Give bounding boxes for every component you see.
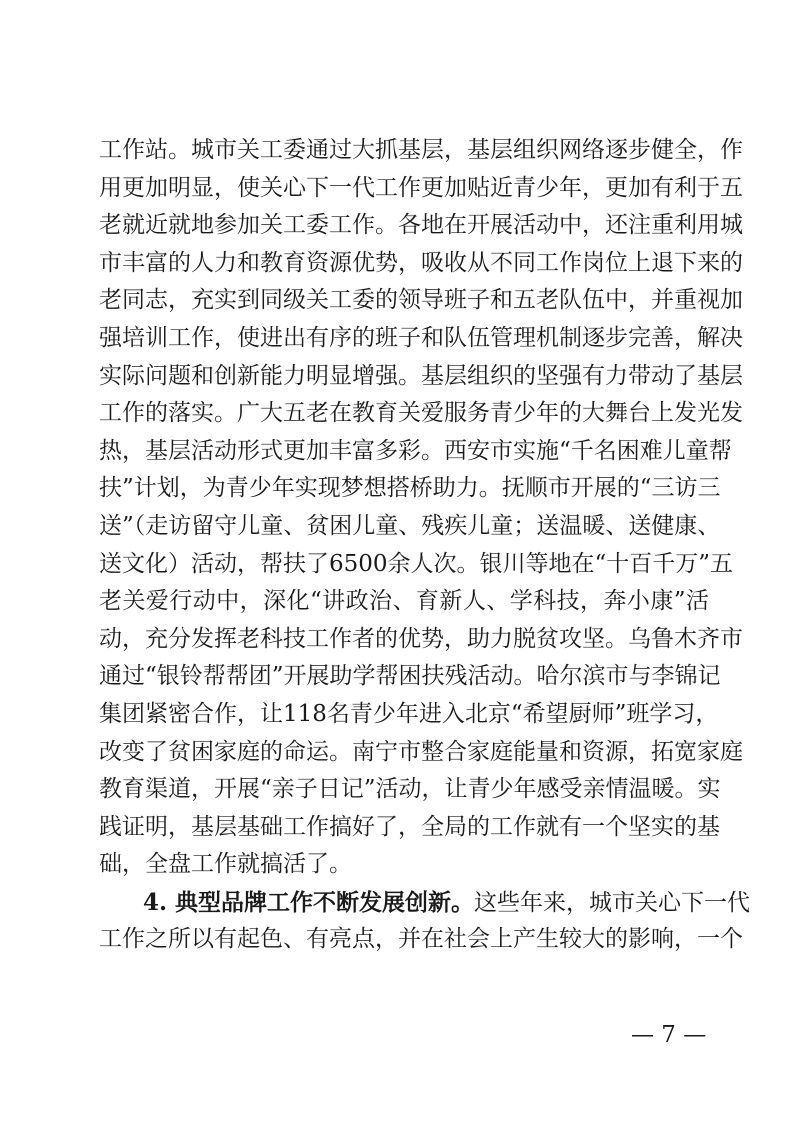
text-line: 扶”计划，为青少年实现梦想搭桥助力。抚顺市开展的“三访三 bbox=[99, 475, 721, 502]
text-line: 动，充分发挥老科技工作者的优势，助力脱贫攻坚。乌鲁木齐市 bbox=[99, 625, 743, 652]
text-line: 改变了贫困家庭的命运。南宁市整合家庭能量和资源，拓宽家庭 bbox=[99, 738, 743, 765]
text-line: 集团紧密合作，让118名青少年进入北京“希望厨师”班学习， bbox=[99, 700, 719, 727]
text-line: 送文化）活动，帮扶了6500余人次。银川等地在“十百千万”五 bbox=[99, 550, 734, 577]
text-line: 老关爱行动中，深化“讲政治、育新人、学科技，奔小康”活 bbox=[99, 588, 709, 615]
text-line: 热，基层活动形式更加丰富多彩。西安市实施“千名困难儿童帮 bbox=[99, 437, 732, 464]
text-line: 强培训工作，使进出有序的班子和队伍管理机制逐步完善，解决 bbox=[99, 324, 743, 351]
text-line: 老同志，充实到同级关工委的领导班子和五老队伍中，并重视加 bbox=[99, 287, 743, 314]
text-line: 教育渠道，开展“亲子日记”活动，让青少年感受亲情温暖。实 bbox=[99, 776, 721, 803]
body-text bbox=[99, 132, 751, 959]
text-line: 践证明，基层基础工作搞好了，全局的工作就有一个坚实的基 bbox=[99, 813, 720, 840]
text-line: 实际问题和创新能力明显增强。基层组织的坚强有力带动了基层 bbox=[99, 362, 743, 389]
text-line: 础，全盘工作就搞活了。 bbox=[99, 851, 352, 878]
text-line: 工作站。城市关工委通过大抓基层，基层组织网络逐步健全，作 bbox=[99, 137, 743, 163]
section-heading-line bbox=[99, 884, 751, 922]
section-heading: 4. 典型品牌工作不断发展创新。 bbox=[143, 888, 475, 916]
text-line: 通过“银铃帮帮团”开展助学帮困扶残活动。哈尔滨市与李锦记 bbox=[99, 663, 721, 690]
section-heading-continuation: 这些年来，城市关心下一代 bbox=[474, 889, 751, 916]
text-line: 工作之所以有起色、有亮点，并在社会上产生较大的影响，一个 bbox=[99, 926, 743, 953]
text-line: 老就近就地参加关工委工作。各地在开展活动中，还注重利用城 bbox=[99, 212, 743, 239]
text-line: 送”（走访留守儿童、贫困儿童、残疾儿童；送温暖、送健康、 bbox=[99, 512, 721, 539]
page-number: — 7 — bbox=[631, 1022, 707, 1048]
text-line: 市丰富的人力和教育资源优势，吸收从不同工作岗位上退下来的 bbox=[99, 249, 743, 276]
text-line: 工作的落实。广大五老在教育关爱服务青少年的大舞台上发光发 bbox=[99, 400, 743, 427]
text-line: 用更加明显，使关心下一代工作更加贴近青少年，更加有利于五 bbox=[99, 174, 743, 201]
